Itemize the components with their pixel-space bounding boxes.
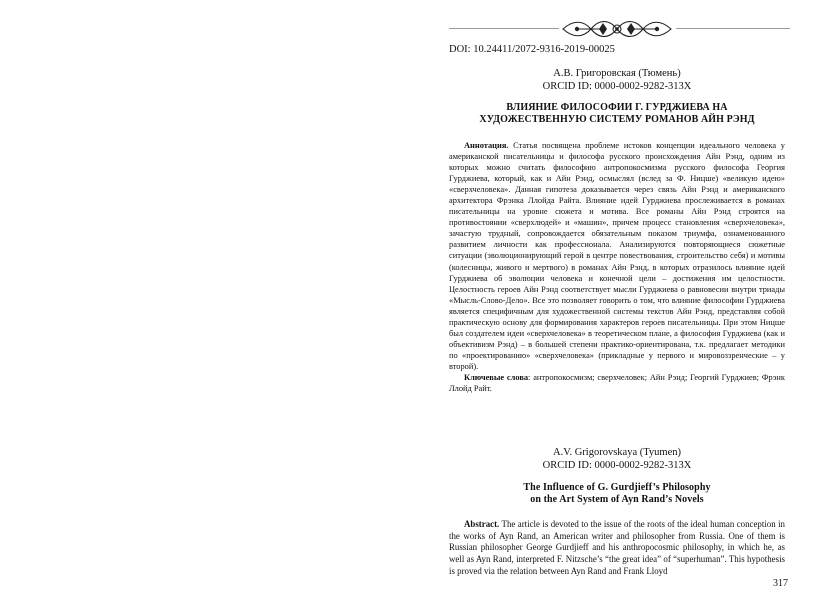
en-title-line-1: The Influence of G. Gurdjieff’s Philosophy [523,482,711,493]
en-title [449,482,785,506]
header-rule-right [676,28,790,29]
ru-abstract-text: Статья посвящена проблеме истоков концепции идеального человека у американской писательницы и философа русского происхождения Айн Рэнд, одним из которых можно считать философию антропокосмизма русского философа Георгия Гурджиева, который, как и Айн Рэнд, осмыслял (вслед за Ф. Ницше) «великую идею» «сверхчеловека». Данная гипотеза доказывается через связь Айн Рэнд и американского архитектора Фрэнка Ллойда Райта. Влияние идей Гурджиева прослеживается в романах писательницы на уровне сюжета и мотива. Все романы Айн Рэнд строятся на противостоянии «сверхлюдей» и «машин», причем процесс становления «сверхчеловека», зачастую трудный, сопровождается обязательным показом триумфа, ознаменованного развитием личности как профессионала. Анализируются повторяющиеся сюжетные ситуации (эволюционирующий герой в центре повествования, строительство себя) и мотивы (колесницы, живого и мертвого) в романах Айн Рэнд, в которых отразилось влияние идей Гурджиева об эволюции человека и конечной цели – достижения им целостности. Целостность героев Айн Рэнд соответствует мысли Гурджиева о равновесии внутри триады «Мысль-Слово-Дело». Все это позволяет говорить о том, что влияние философии Гурджиева является специфичным для художественной системы текстов Айн Рэнд, представляя собой практическую основу для формирования характеров героев писательницы. При этом Ницше был создателем идеи «сверхчеловека» в теоретическом плане, а философия Гурджиева (как и объективизм Рэнд) – в большей степени практико-ориентирована, т.к. предлагает методики по «проектированию» «сверхчеловека» (прикладные у первого и мировоззренческие – у второй). [449,141,785,371]
ru-author: А.В. Григоровская (Тюмень) [553,68,681,79]
ru-title-line-2: ХУДОЖЕСТВЕННУЮ СИСТЕМУ РОМАНОВ АЙН РЭНД [479,114,755,125]
en-author-block [449,446,785,472]
ru-orcid: ORCID ID: 0000-0002-9282-313X [542,81,692,92]
en-abstract-text: The article is devoted to the issue of the roots of the ideal human conception in the works of Ayn Rand, an American writer and philosopher from Russia. One of them is Russian philosopher George Gurdjieff and his anthropocosmic philosophy, in which he, as well as Ayn Rand, interpreted F. Nitzsche’s “the great idea” of “superhuman”. This hypothesis is proved via the relation between Ayn Rand and Frank Lloyd [449,519,785,576]
ornament-icon [561,17,673,41]
ru-title-line-1: ВЛИЯНИЕ ФИЛОСОФИИ Г. ГУРДЖИЕВА НА [506,102,728,113]
doi-line: DOI: 10.24411/2072-9316-2019-00025 [449,44,615,55]
en-abstract [449,519,785,578]
en-title-line-2: on the Art System of Ayn Rand’s Novels [530,494,704,505]
ru-keywords [449,372,785,394]
ru-abstract-section [449,140,785,394]
ru-keywords-label: Ключевые слова [464,372,529,382]
en-orcid: ORCID ID: 0000-0002-9282-313X [542,460,692,471]
en-author: A.V. Grigorovskaya (Tyumen) [553,447,681,458]
ru-keywords-text: : антропокосмизм; сверхчеловек; Айн Рэнд; Георгий Гурджиев; Фрэнк Ллойд Райт. [449,372,785,394]
ru-abstract-label: Аннотация. [464,141,509,150]
ru-author-block [449,67,785,93]
ru-abstract [449,140,785,372]
header-rule-left [449,28,559,29]
ru-title [449,102,785,126]
en-abstract-label: Abstract. [464,519,500,529]
en-abstract-section [449,519,785,578]
page-number: 317 [773,578,788,589]
